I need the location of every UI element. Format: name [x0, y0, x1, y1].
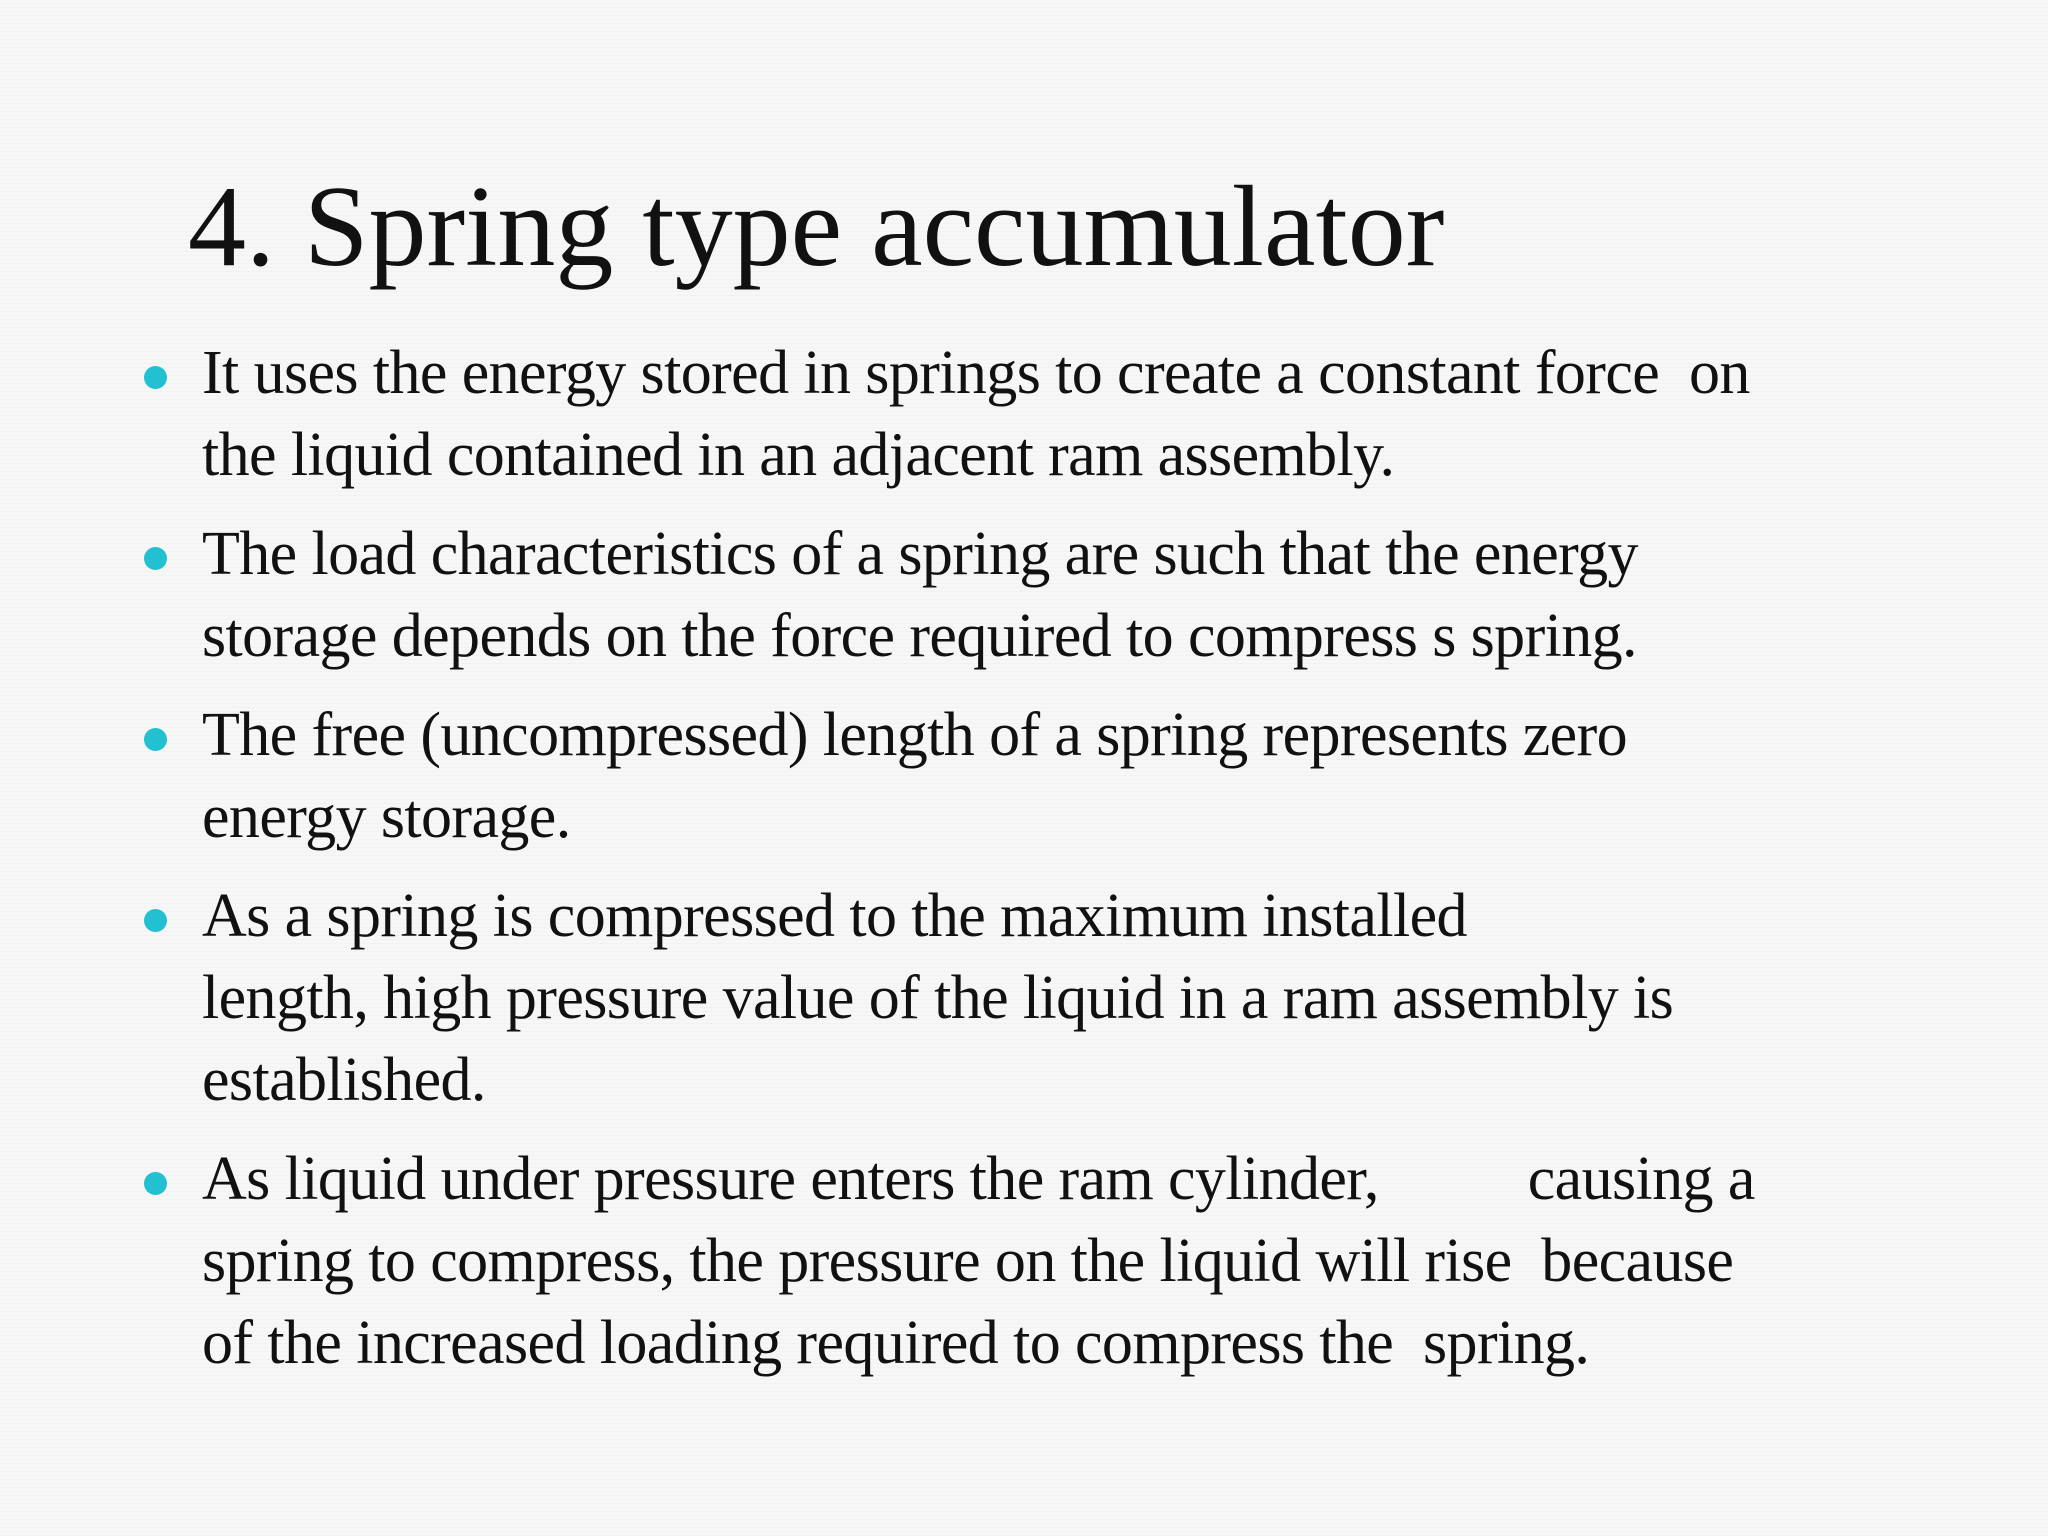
bullet-line: energy storage. — [202, 783, 571, 851]
bullet-text — [202, 1138, 1940, 1384]
bullet-text — [202, 332, 1940, 496]
bullet-item — [140, 694, 1940, 858]
bullet-line: the liquid contained in an adjacent ram assembly. — [202, 421, 1395, 489]
bullet-line: of the increased loading required to compress the spring. — [202, 1309, 1590, 1377]
bullet-line: length, high pressure value of the liquid in a ram assembly is — [202, 964, 1674, 1032]
bullet-line: As a spring is compressed to the maximum installed — [202, 882, 1467, 950]
bullet-line: storage depends on the force required to compress s spring. — [202, 602, 1637, 670]
bullet-item — [140, 513, 1940, 677]
bullet-dot-icon — [144, 909, 167, 932]
bullet-line: spring to compress, the pressure on the liquid will rise because — [202, 1227, 1734, 1295]
bullet-text — [202, 875, 1940, 1121]
bullet-text — [202, 694, 1940, 858]
bullet-dot-icon — [144, 547, 167, 570]
bullet-item — [140, 332, 1940, 496]
bullet-line: It uses the energy stored in springs to create a constant force on — [202, 339, 1750, 407]
bullet-line: The load characteristics of a spring are such that the energy — [202, 520, 1638, 588]
bullet-item — [140, 1138, 1940, 1384]
bullet-line: The free (uncompressed) length of a spring represents zero — [202, 701, 1628, 769]
bullet-item — [140, 875, 1940, 1121]
bullet-line: established. — [202, 1046, 486, 1114]
bullet-list — [140, 332, 1940, 1401]
bullet-dot-icon — [144, 728, 167, 751]
bullet-line: As liquid under pressure enters the ram cylinder, causing a — [202, 1145, 1755, 1213]
bullet-text — [202, 513, 1940, 677]
bullet-dot-icon — [144, 366, 167, 389]
bullet-dot-icon — [144, 1172, 167, 1195]
slide-title: 4. Spring type accumulator — [188, 163, 1445, 291]
